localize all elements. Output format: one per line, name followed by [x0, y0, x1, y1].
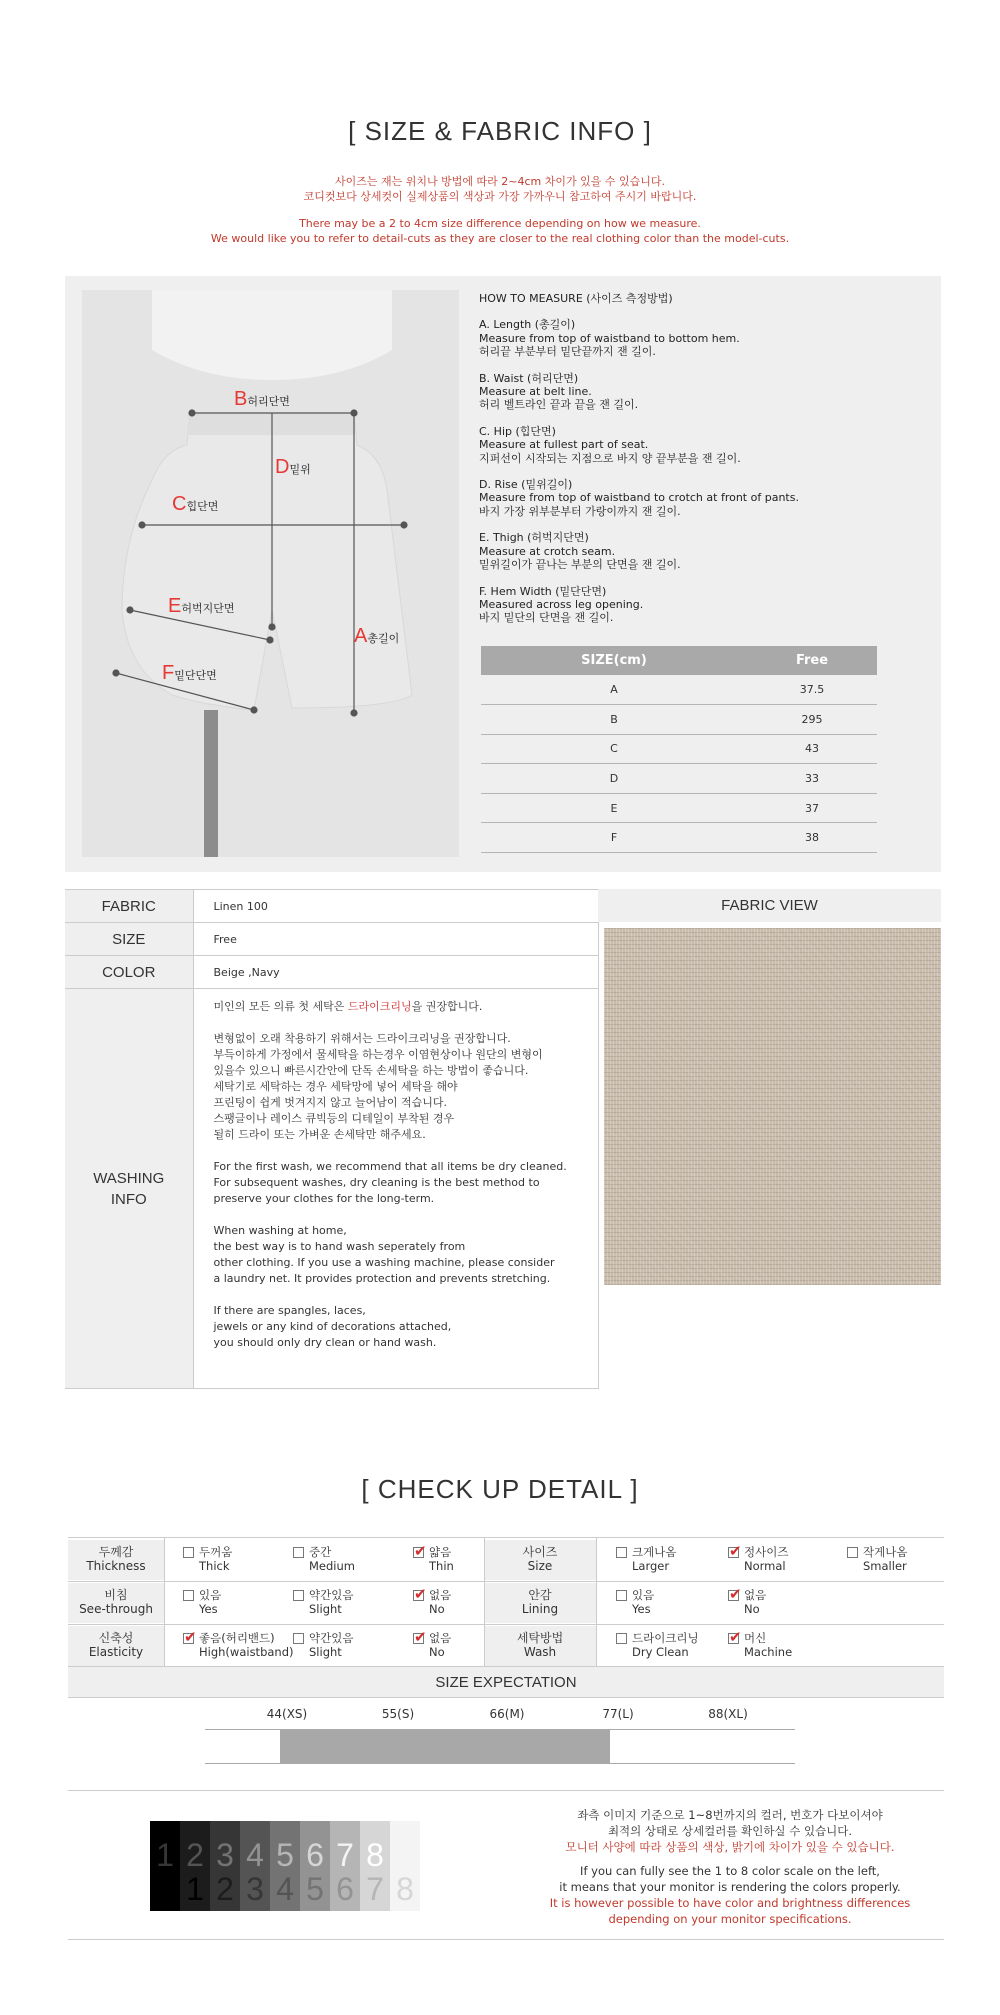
fabric-swatch-image [604, 928, 941, 1285]
option-label-ko: 좋음(허리밴드) [199, 1631, 275, 1645]
option-label-ko: 정사이즈 [744, 1545, 789, 1559]
color-number-top: 4 [246, 1837, 264, 1873]
option-checkbox[interactable] [293, 1590, 304, 1601]
option-checkbox[interactable] [616, 1633, 627, 1644]
size-label: SIZE [65, 923, 193, 956]
check-category [484, 1626, 596, 1666]
size-scale-label: 55(S) [381, 1707, 415, 1721]
check-mark-icon: ✔ [414, 1628, 427, 1646]
option-label-en: Slight [309, 1645, 342, 1659]
measure-item-d: D. Rise (밑위길이) Measure from top of waistband to crotch at front of pants. 바지 가장 위부분부터 가랑이까지 잰 길이. [479, 478, 799, 518]
option-checkbox[interactable] [847, 1547, 858, 1558]
option-label-en: High(waistband) [199, 1645, 294, 1659]
option-label-ko: 드라이크리닝 [632, 1631, 699, 1645]
option-label-ko: 작게나옴 [863, 1545, 908, 1559]
option-label-ko: 없음 [429, 1588, 452, 1602]
label-a: A총길이 [354, 625, 400, 647]
size-header-label: SIZE(cm) [481, 646, 747, 675]
notice-en-line-2: We would like you to refer to detail-cuts as they are closer to the real clothing color than the model-cuts. [210, 232, 790, 245]
option-label-ko: 없음 [744, 1588, 767, 1602]
category-ko: 안감 [528, 1588, 552, 1602]
color-number-bottom: 3 [246, 1871, 264, 1907]
option-label-en: Slight [309, 1602, 342, 1616]
fabric-view-header: FABRIC VIEW [598, 889, 941, 922]
divider [68, 1790, 944, 1791]
table-row: A 37.5 [481, 675, 877, 705]
divider [598, 889, 599, 1389]
product-measure-photo [82, 290, 459, 857]
option-label-ko: 있음 [199, 1588, 222, 1602]
color-row [65, 956, 598, 989]
check-mark-icon: ✔ [414, 1542, 427, 1560]
note-en-1: If you can fully see the 1 to 8 color scale on the left, [580, 1864, 880, 1878]
color-number-bottom: 6 [336, 1871, 354, 1907]
check-mark-icon: ✔ [729, 1542, 742, 1560]
divider [164, 1537, 165, 1666]
size-scale-label: 77(L) [602, 1707, 634, 1721]
mannequin-stand [204, 710, 218, 857]
check-category [68, 1540, 164, 1580]
color-number-bottom: 5 [306, 1871, 324, 1907]
option-label-en: Thick [199, 1559, 230, 1573]
option-label-en: Smaller [863, 1559, 907, 1573]
color-number-bottom: 2 [216, 1871, 234, 1907]
option-label-en: Dry Clean [632, 1645, 689, 1659]
size-scale-label: 44(XS) [266, 1707, 308, 1721]
check-category [68, 1583, 164, 1623]
category-ko: 세탁방법 [516, 1631, 564, 1645]
option-label-en: Normal [744, 1559, 786, 1573]
washing-label: WASHING INFO [65, 989, 193, 1389]
category-ko: 신축성 [98, 1631, 134, 1645]
notice-ko-line-1: 사이즈는 재는 위치나 방법에 따라 2~4cm 차이가 있을 수 있습니다. [335, 175, 665, 188]
note-ko-2: 최적의 상태로 상세컬러를 확인하실 수 있습니다. [607, 1824, 853, 1838]
washing-info-text [193, 989, 598, 1389]
color-number-top: 3 [216, 1837, 234, 1873]
divider [596, 1537, 597, 1666]
check-category [484, 1583, 596, 1623]
color-number-top: 7 [336, 1837, 354, 1873]
divider [484, 1537, 485, 1666]
category-en: Wash [523, 1645, 557, 1659]
size-header-free: Free [747, 646, 877, 675]
dry-cleaning-highlight: 드라이크리닝 [347, 1000, 412, 1013]
option-checkbox[interactable] [293, 1633, 304, 1644]
option-label-ko: 약간있음 [309, 1588, 354, 1602]
option-label-ko: 두꺼움 [199, 1545, 233, 1559]
color-number-top: 8 [366, 1837, 384, 1873]
label-c: C힙단면 [172, 493, 219, 515]
divider [68, 1939, 944, 1940]
color-number-bottom: 4 [276, 1871, 294, 1907]
color-value: Beige ,Navy [193, 956, 598, 989]
size-scale-label: 66(M) [489, 1707, 525, 1721]
option-label-ko: 약간있음 [309, 1631, 354, 1645]
divider [68, 1581, 944, 1582]
note-en-red-1: It is however possible to have color and brightness differences [549, 1896, 911, 1910]
option-label-ko: 없음 [429, 1631, 452, 1645]
table-row: B 295 [481, 705, 877, 735]
washing-first-line: 미인의 모든 의류 첫 세탁은 드라이크리닝을 권장합니다. [213, 1000, 483, 1013]
label-e: E허벅지단면 [168, 595, 235, 617]
option-label-en: No [744, 1602, 760, 1616]
how-to-measure-heading: HOW TO MEASURE (사이즈 측정방법) [479, 292, 673, 305]
color-number-bottom: 1 [186, 1871, 204, 1907]
note-ko-red: 모니터 사양에 따라 상품의 색상, 밝기에 차이가 있을 수 있습니다. [565, 1840, 895, 1854]
divider [68, 1624, 944, 1625]
measure-item-a: A. Length (총길이) Measure from top of waistband to bottom hem. 허리끝 부분부터 밑단끝까지 잰 길이. [479, 318, 740, 359]
category-en: See-through [79, 1602, 153, 1616]
label-f: F밑단단면 [162, 662, 217, 684]
table-row: E 37 [481, 793, 877, 823]
measure-item-f: F. Hem Width (밑단단면) Measured across leg opening. 바지 밑단의 단면을 잰 길이. [479, 584, 644, 625]
washing-row [65, 989, 598, 1389]
category-ko: 사이즈 [522, 1545, 558, 1559]
color-number-bottom: 8 [396, 1871, 414, 1907]
color-number-top: 5 [276, 1837, 294, 1873]
check-mark-icon: ✔ [729, 1585, 742, 1603]
size-value: Free [193, 923, 598, 956]
measure-item-c: C. Hip (힙단면) Measure at fullest part of seat. 지퍼선이 시작되는 지점으로 바지 양 끝부분을 잰 길이. [479, 424, 741, 465]
size-range-bar [280, 1730, 610, 1763]
table-row: F 38 [481, 823, 877, 853]
color-label: COLOR [65, 956, 193, 989]
mannequin-torso [152, 290, 392, 380]
size-row [65, 923, 598, 956]
option-label-ko: 중간 [309, 1545, 332, 1559]
option-label-ko: 크게나옴 [632, 1545, 677, 1559]
measure-item-e: E. Thigh (허벅지단면) Measure at crotch seam. 밑위길이가 끝나는 부분의 단면을 잰 길이. [479, 531, 681, 572]
section-title-size-fabric: [ SIZE & FABRIC INFO ] [348, 116, 652, 146]
category-ko: 두께감 [98, 1545, 134, 1559]
notice-korean [0, 174, 1000, 204]
notice-english [0, 216, 1000, 246]
option-label-en: Machine [744, 1645, 793, 1659]
check-mark-icon: ✔ [414, 1585, 427, 1603]
notice-en-line-1: There may be a 2 to 4cm size difference depending on how we measure. [299, 217, 701, 230]
color-scale-strip [150, 1821, 424, 1913]
option-label-ko: 머신 [744, 1631, 767, 1645]
color-number-top: 6 [306, 1837, 324, 1873]
category-en: Size [527, 1559, 553, 1573]
option-label-en: Yes [632, 1602, 651, 1616]
color-number-top: 2 [186, 1837, 204, 1873]
divider [68, 1537, 944, 1538]
check-mark-icon: ✔ [729, 1628, 742, 1646]
option-checkbox[interactable] [616, 1547, 627, 1558]
option-label-en: No [429, 1602, 445, 1616]
category-en: Lining [521, 1602, 559, 1616]
check-mark-icon: ✔ [184, 1628, 197, 1646]
option-checkbox[interactable] [616, 1590, 627, 1601]
option-label-ko: 얇음 [429, 1545, 452, 1559]
size-table [481, 646, 877, 853]
fabric-row [65, 890, 598, 923]
size-scale-label: 88(XL) [708, 1707, 748, 1721]
washing-body: 변형없이 오래 착용하기 위해서는 드라이크리닝을 권장합니다. 부득이하게 가정에서 물세탁을 하는경우 이염현상이나 원단의 변형이 있을수 있으니 빠른시간안에 단독 손세탁을 하는 방법이 좋습니다. 세탁기로 세탁하는 경우 세탁망에 넣어 세탁을 해야 프린팅이 쉽게 벗겨지지 않고 늘어남이 적습니다. 스팽글이나 레이스 큐빅등의 디테일이 부착된 경우 될히 드라이 또는 가벼운 손세탁만 해주세요. For the first wash, we recommend that all items be dry cleaned. For subsequent washes, dry cleaning is the best method to preserve your clothes for the long-term. When washing at home, the best way is to hand wash seperately from other clothing. If you use a washing machine, please consider a laundry net. It provides protection and prevents stretching. If there are spangles, laces, jewels or any kind of decorations attached, you should only dry clean or hand wash. [213, 1032, 567, 1349]
fabric-value: Linen 100 [193, 890, 598, 923]
option-label-en: Medium [309, 1559, 355, 1573]
color-number-bottom: 7 [366, 1871, 384, 1907]
option-label-en: No [429, 1645, 445, 1659]
size-expectation-header: SIZE EXPECTATION [68, 1666, 944, 1698]
option-label-en: Thin [429, 1559, 454, 1573]
color-number-top: 1 [156, 1837, 174, 1873]
fabric-label: FABRIC [65, 890, 193, 923]
size-table-header [481, 646, 877, 675]
option-checkbox[interactable] [183, 1547, 194, 1558]
category-ko: 비침 [104, 1588, 128, 1602]
how-to-measure [479, 292, 919, 625]
check-category [484, 1540, 596, 1580]
table-row: C 43 [481, 734, 877, 764]
note-ko-1: 좌측 이미지 기준으로 1~8번까지의 컬러, 번호가 다보이셔야 [577, 1808, 883, 1822]
label-b: B허리단면 [234, 388, 290, 410]
divider [205, 1763, 795, 1764]
category-en: Elasticity [88, 1645, 144, 1659]
option-checkbox[interactable] [183, 1590, 194, 1601]
option-label-ko: 있음 [632, 1588, 655, 1602]
table-row: D 33 [481, 764, 877, 794]
notice-ko-line-2: 코디컷보다 상세컷이 실제상품의 색상과 가장 가까우니 참고하여 주시기 바랍니다. [303, 190, 697, 203]
option-label-en: Larger [632, 1559, 670, 1573]
section-title-check-up: [ CHECK UP DETAIL ] [361, 1474, 639, 1504]
fabric-info-table [65, 889, 598, 1389]
option-label-en: Yes [199, 1602, 218, 1616]
measure-item-b: B. Waist (허리단면) Measure at belt line. 허리 벨트라인 끝과 끝을 잰 길이. [479, 371, 639, 412]
category-en: Thickness [86, 1559, 146, 1573]
check-category [68, 1626, 164, 1666]
note-en-red-2: depending on your monitor specifications. [608, 1912, 852, 1926]
note-en-2: it means that your monitor is rendering the colors properly. [559, 1880, 901, 1894]
shorts-diagram-svg [82, 290, 459, 857]
option-checkbox[interactable] [293, 1547, 304, 1558]
label-d: D밑위 [275, 456, 311, 478]
